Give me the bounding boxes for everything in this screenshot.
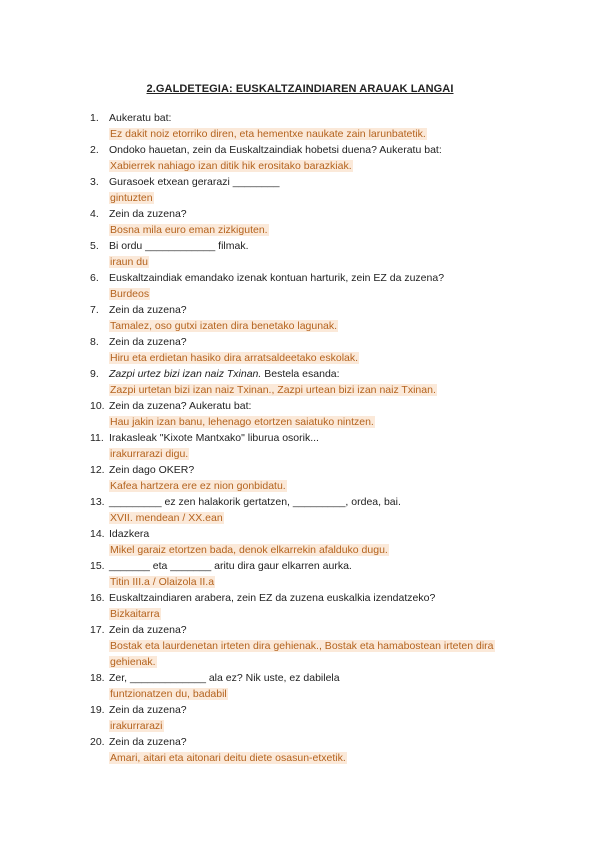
question-text: Zein da zuzena? — [109, 624, 187, 636]
question-line — [90, 238, 520, 254]
question-line — [90, 494, 520, 510]
page-title: 2.GALDETEGIA: EUSKALTZAINDIAREN ARAUAK LANGAI — [146, 83, 454, 95]
answer-line — [109, 158, 520, 174]
question-text: Zein da zuzena? — [109, 704, 187, 716]
question-item — [90, 174, 520, 206]
answer-line — [109, 126, 520, 142]
question-text: Euskaltzaindiak emandako izenak kontuan harturik, zein EZ da zuzena? — [109, 272, 445, 284]
question-text: Gurasoek etxean gerarazi ________ — [109, 176, 280, 188]
question-text: Zein da zuzena? Aukeratu bat: — [109, 400, 252, 412]
question-item — [90, 206, 520, 238]
question-number: 17. — [90, 624, 105, 636]
question-line — [90, 558, 520, 574]
question-line — [90, 590, 520, 606]
question-item — [90, 558, 520, 590]
answer-line — [109, 414, 520, 430]
question-list — [90, 110, 520, 766]
answer-text: Amari, aitari eta aitonari deitu diete osasun-etxetik. — [110, 752, 346, 764]
question-number: 12. — [90, 464, 105, 476]
answer-line — [109, 446, 520, 462]
question-number: 10. — [90, 400, 105, 412]
answer-text: iraun du — [110, 256, 148, 268]
question-item — [90, 334, 520, 366]
question-line — [90, 462, 520, 478]
question-text: Zer, _____________ ala ez? Nik uste, ez dabilela — [109, 672, 340, 684]
question-line — [90, 526, 520, 542]
answer-line — [109, 510, 520, 526]
question-number: 2. — [90, 144, 99, 156]
question-number: 18. — [90, 672, 105, 684]
question-text: Zein da zuzena? — [109, 208, 187, 220]
question-text — [109, 366, 520, 382]
answer-line — [109, 606, 520, 622]
question-item — [90, 622, 520, 670]
answer-text: funtzionatzen du, badabil — [110, 688, 227, 700]
question-line — [90, 302, 520, 318]
question-text: Aukeratu bat: — [109, 112, 172, 124]
question-text: Idazkera — [109, 528, 150, 540]
answer-text: Bosna mila euro eman zizkiguten. — [110, 224, 268, 236]
question-number: 15. — [90, 560, 105, 572]
question-number: 16. — [90, 592, 105, 604]
question-item — [90, 430, 520, 462]
question-number: 8. — [90, 336, 99, 348]
question-number: 7. — [90, 304, 99, 316]
question-line — [90, 174, 520, 190]
answer-line — [109, 382, 520, 398]
question-line — [90, 110, 520, 126]
question-line — [90, 398, 520, 414]
question-item — [90, 734, 520, 766]
question-line — [90, 622, 520, 638]
question-item — [90, 302, 520, 334]
answer-text: Xabierrek nahiago izan ditik hik erositako barazkiak. — [110, 160, 352, 172]
question-text: Zein da zuzena? — [109, 336, 187, 348]
question-number: 3. — [90, 176, 99, 188]
question-number: 14. — [90, 528, 105, 540]
answer-text: Ez dakit noiz etorriko diren, eta hementxe naukate zain larunbatetik. — [110, 128, 426, 140]
question-item — [90, 238, 520, 270]
question-text: _______ eta _______ aritu dira gaur elkarren aurka. — [109, 560, 352, 572]
answer-text: irakurrarazi digu. — [110, 448, 189, 460]
answer-line — [109, 190, 520, 206]
answer-text: Titin III.a / Olaizola II.a — [110, 576, 215, 588]
answer-line — [109, 574, 520, 590]
question-number: 19. — [90, 704, 105, 716]
answer-line — [109, 686, 520, 702]
answer-text: Zazpi urtetan bizi izan naiz Txinan., Zazpi urtean bizi izan naiz Txinan. — [110, 384, 436, 396]
answer-line — [109, 318, 520, 334]
question-item — [90, 526, 520, 558]
answer-text: Tamalez, oso gutxi izaten dira benetako lagunak. — [110, 320, 338, 332]
question-line — [90, 670, 520, 686]
question-item — [90, 702, 520, 734]
answer-line — [109, 478, 520, 494]
question-text-italic: Zazpi urtez bizi izan naiz Txinan. — [109, 368, 262, 380]
answer-line — [109, 750, 520, 766]
question-item — [90, 366, 520, 398]
question-number: 4. — [90, 208, 99, 220]
question-line — [90, 702, 520, 718]
answer-text: Hiru eta erdietan hasiko dira arratsaldeetako eskolak. — [110, 352, 359, 364]
answer-text: irakurrarazi — [110, 720, 163, 732]
answer-text: Burdeos — [110, 288, 150, 300]
question-number: 13. — [90, 496, 105, 508]
question-line — [90, 334, 520, 350]
answer-text: XVII. mendean / XX.ean — [110, 512, 223, 524]
answer-text: Kafea hartzera ere ez nion gonbidatu. — [110, 480, 286, 492]
question-item — [90, 590, 520, 622]
question-text-rest: Bestela esanda: — [261, 368, 340, 380]
question-number: 9. — [90, 368, 99, 380]
question-line — [90, 734, 520, 750]
question-item — [90, 142, 520, 174]
question-line — [90, 366, 520, 382]
question-number: 1. — [90, 112, 99, 124]
question-item — [90, 270, 520, 302]
question-number: 6. — [90, 272, 99, 284]
question-text: _________ ez zen halakorik gertatzen, _________, ordea, bai. — [109, 496, 401, 508]
question-text: Zein da zuzena? — [109, 736, 187, 748]
question-number: 11. — [90, 432, 104, 444]
answer-line — [109, 638, 520, 670]
answer-text: Hau jakin izan banu, lehenago etortzen saiatuko nintzen. — [110, 416, 374, 428]
question-item — [90, 462, 520, 494]
question-line — [90, 142, 520, 158]
answer-line — [109, 350, 520, 366]
question-text: Zein da zuzena? — [109, 304, 187, 316]
answer-text: gintuzten — [110, 192, 153, 204]
answer-text: Bizkaitarra — [110, 608, 160, 620]
question-text: Euskaltzaindiaren arabera, zein EZ da zuzena euskalkia izendatzeko? — [109, 592, 436, 604]
answer-text: Bostak eta laurdenetan irteten dira gehienak., Bostak eta hamabostean irteten dira gehienak. — [110, 640, 494, 668]
question-text: Zein dago OKER? — [109, 464, 195, 476]
question-line — [90, 206, 520, 222]
answer-line — [109, 254, 520, 270]
answer-line — [109, 286, 520, 302]
question-item — [90, 398, 520, 430]
question-item — [90, 670, 520, 702]
question-item — [90, 110, 520, 142]
question-number: 5. — [90, 240, 99, 252]
answer-line — [109, 222, 520, 238]
question-line — [90, 270, 520, 286]
question-text: Ondoko hauetan, zein da Euskaltzaindiak hobetsi duena? Aukeratu bat: — [109, 144, 442, 156]
question-line — [90, 430, 520, 446]
answer-line — [109, 718, 520, 734]
answer-line — [109, 542, 520, 558]
question-text: Irakasleak "Kixote Mantxako" liburua osorik... — [109, 432, 319, 444]
question-number: 20. — [90, 736, 105, 748]
question-text: Bi ordu ____________ filmak. — [109, 240, 249, 252]
answer-text: Mikel garaiz etortzen bada, denok elkarrekin afalduko dugu. — [110, 544, 388, 556]
question-item — [90, 494, 520, 526]
